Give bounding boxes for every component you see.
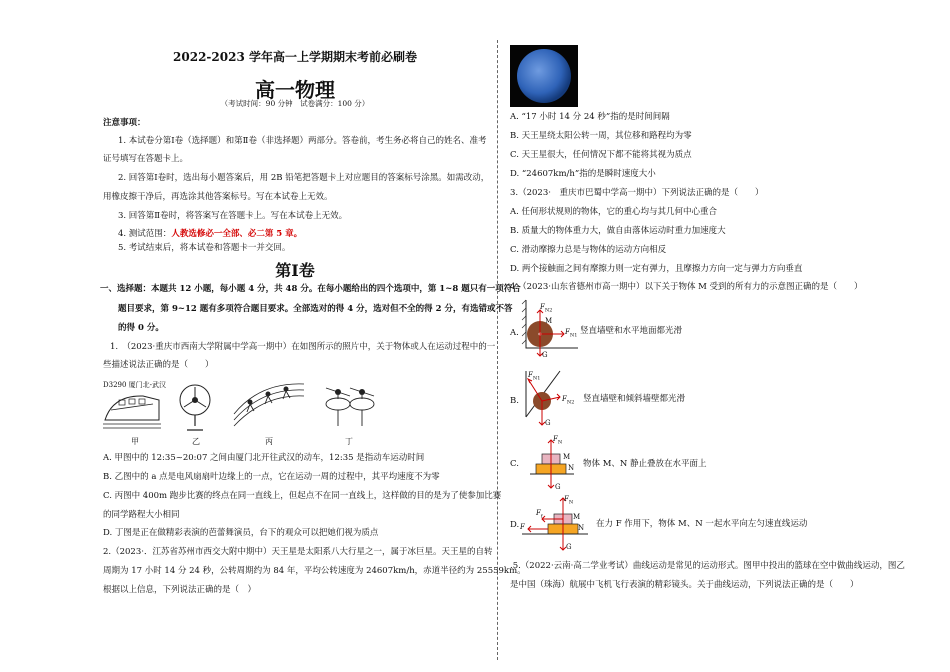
section-1-desc-2: 题目要求，第 9~12 题有多项符合题目要求。全部选对的得 4 分，选对但不全的得 2 分，有选错或不答 xyxy=(118,304,513,314)
train-illustration xyxy=(103,390,163,435)
q4-a-fn1-label xyxy=(565,327,577,341)
note-5: 5. 考试结束后，将本试卷和答题卡一并交回。 xyxy=(118,243,291,253)
notes-heading: 注意事项： xyxy=(103,118,146,128)
q2-option-b: B. 天王星绕太阳公转一周，其位移和路程均为零 xyxy=(510,131,692,141)
q1-option-b: B. 乙图中的 a 点是电风扇扇叶边缘上的一点，它在运动一周的过程中，其平均速度不为零 xyxy=(103,472,440,482)
q2-option-c: C. 天王星很大，任何情况下都不能将其视为质点 xyxy=(510,150,692,160)
f-symbol-d: F xyxy=(520,523,525,531)
ff-symbol-d: F xyxy=(536,509,541,517)
q2-option-a: A. “17 小时 14 分 24 秒”指的是时间间隔 xyxy=(510,112,670,122)
q5-stem-2: 是中国（珠海）航展中飞机飞行表演的精彩镜头。关于曲线运动，下列说法正确的是（ ） xyxy=(510,580,859,590)
q1-label-yi: 乙 xyxy=(192,437,200,446)
q4-c-fn-label xyxy=(553,434,562,448)
q3-option-b: B. 质量大的物体重力大，做自由落体运动时重力加速度大 xyxy=(510,226,726,236)
q1-option-c-1: C. 丙图中 400m 跑步比赛的终点在同一直线上，但起点不在同一直线上，这样做的目的是为了使参加比赛 xyxy=(103,491,502,501)
q1-stem-2: 些描述说法正确的是（ ） xyxy=(103,360,214,370)
q3-option-d: D. 两个接触面之间有摩擦力则一定有弹力，且摩擦力方向一定与弹力方向垂直 xyxy=(510,264,803,274)
q4-a-letter: A. xyxy=(510,328,519,338)
q4-c-n-label: N xyxy=(568,464,575,472)
q4-stem: 4.（2023·山东省德州市高一期中）以下关于物体 M 受到的所有力的示意图正确的是（ ） xyxy=(510,282,863,292)
note-3: 3. 回答第Ⅱ卷时，将答案写在答题卡上。写在本试卷上无效。 xyxy=(118,211,348,221)
q4-d-m-label: M xyxy=(573,513,581,521)
q4-b-letter: B. xyxy=(510,396,519,406)
q4-a-text: 竖直墙壁和水平地面都光滑 xyxy=(580,326,683,336)
section-1-desc-3: 的得 0 分。 xyxy=(118,323,164,333)
q4-d-letter: D. xyxy=(510,520,520,530)
q4-c-letter: C. xyxy=(510,459,519,469)
q2-stem-2: 周期为 17 小时 14 分 24 秒，公转周期约为 84 年，平均公转速度为 24607km/h，赤道半径约为 25559km。 xyxy=(103,566,526,576)
ff-sub-d: f xyxy=(540,513,543,520)
fn2-symbol: F xyxy=(540,303,545,311)
fan-illustration xyxy=(175,382,215,434)
q4-b-fn1-label xyxy=(528,370,540,384)
q1-train-caption: D3290 厦门北-武汉 xyxy=(103,381,167,389)
exam-title: 2022-2023 学年高一上学期期末考前必刷卷 xyxy=(173,50,417,64)
note-4-scope: 人教选修必一全部、必二第 5 章。 xyxy=(171,229,303,239)
exam-meta: （考试时间：90 分钟 试卷满分：100 分） xyxy=(220,99,370,108)
q1-option-a: A. 甲图中的 12:35~20:07 之间由厦门北开往武汉的动车，12:35 是指动车运动时间 xyxy=(103,453,425,463)
q1-stem-1: 1. （2023·重庆市西南大学附属中学高一期中）在如图所示的照片中，关于物体或人在运动过程中的一 xyxy=(110,342,496,352)
note-4-prefix: 4. 测试范围： xyxy=(118,229,172,239)
q2-option-d: D. “24607km/h”指的是瞬时速度大小 xyxy=(510,169,656,179)
q4-d-n-label: N xyxy=(578,524,585,532)
note-4 xyxy=(118,229,302,240)
q4-a-g-label: G xyxy=(542,351,548,359)
q4-b-text: 竖直墙壁和倾斜墙壁都光滑 xyxy=(583,394,686,404)
section-1-desc-1: 一、选择题：本题共 12 小题，每小题 4 分，共 48 分。在每小题给出的四个选项中，第 1~8 题只有一项符合 xyxy=(100,284,521,294)
fn1-symbol: F xyxy=(565,328,570,336)
q2-stem-1: 2.（2023·．江苏省苏州市西交大附中期中）天王星是太阳系八大行星之一，属于冰巨星。天王星的自转 xyxy=(103,547,493,557)
note-1a: 1. 本试卷分第Ⅰ卷（选择题）和第Ⅱ卷（非选择题）两部分。答卷前，考生务必将自己的姓名、准考 xyxy=(118,136,487,146)
q4-b-g-label: G xyxy=(545,419,551,427)
q4-d-fn-label xyxy=(564,494,573,508)
note-1b: 证号填写在答题卡上。 xyxy=(103,154,189,164)
fn1-symbol-b: F xyxy=(528,371,533,379)
fn2-sub-b: N2 xyxy=(566,399,575,406)
fn2-symbol-b: F xyxy=(562,395,567,403)
fn-sub-d: N xyxy=(568,499,574,506)
q4-a-m-label: M xyxy=(545,317,553,325)
uranus-image xyxy=(510,45,578,107)
fn1-sub: N1 xyxy=(569,332,578,339)
q1-option-c-2: 的同学路程大小相同 xyxy=(103,510,180,520)
q1-label-jia: 甲 xyxy=(131,437,139,446)
q4-d-g-label: G xyxy=(566,543,572,551)
q4-a-fn2-label xyxy=(540,302,552,316)
fn-sub-c: N xyxy=(557,439,563,446)
q4-d-f-label xyxy=(520,522,525,533)
q4-d-text: 在力 F 作用下，物体 M、N 一起水平向左匀速直线运动 xyxy=(596,519,808,529)
q1-label-bing: 丙 xyxy=(265,437,273,446)
note-2a: 2. 回答第Ⅰ卷时，选出每小题答案后，用 2B 铅笔把答题卡上对应题目的答案标号涂黑。如需改动， xyxy=(118,173,490,183)
q1-label-ding: 丁 xyxy=(345,437,353,446)
fn-symbol-c: F xyxy=(553,435,558,443)
section-1-title: 第Ⅰ卷 xyxy=(275,261,315,280)
subject-title: 高一物理 xyxy=(255,78,335,102)
q1-option-d: D. 丁图是正在做精彩表演的芭蕾舞演员，台下的观众可以把她们视为质点 xyxy=(103,528,379,538)
q3-option-a: A. 任何形状规则的物体，它的重心均与其几何中心重合 xyxy=(510,207,718,217)
fn-symbol-d: F xyxy=(564,495,569,503)
q5-stem-1: .5.（2022·云南·高二学业考试）曲线运动是常见的运动形式。图甲中投出的篮球在空中做曲线运动，图乙 xyxy=(510,561,905,571)
ballet-illustration xyxy=(320,382,380,434)
q4-d-ff-label xyxy=(536,508,543,522)
q4-c-g-label: G xyxy=(555,483,561,491)
q3-option-c: C. 滑动摩擦力总是与物体的运动方向相反 xyxy=(510,245,667,255)
q4-b-fn2-label xyxy=(562,394,574,408)
q2-stem-3: 根据以上信息，下列说法正确的是（ ） xyxy=(103,585,257,595)
q3-stem: 3.（2023· 重庆市巴蜀中学高一期中）下列说法正确的是（ ） xyxy=(510,188,764,198)
fn2-sub: N2 xyxy=(544,307,553,314)
q4-c-m-label: M xyxy=(563,453,571,461)
q4-c-text: 物体 M、N 静止叠放在水平面上 xyxy=(583,459,707,469)
fn1-sub-b: N1 xyxy=(532,375,541,382)
note-2b: 用橡皮擦干净后，再选涂其他答案标号。写在本试卷上无效。 xyxy=(103,192,333,202)
runners-illustration xyxy=(232,380,307,432)
